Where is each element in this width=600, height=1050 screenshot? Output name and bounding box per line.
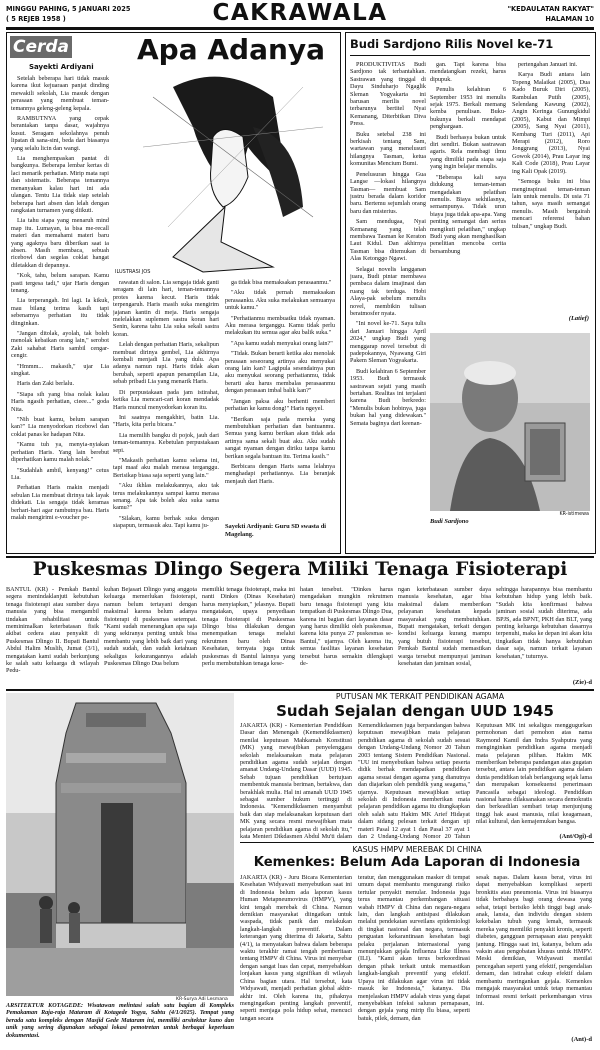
hmpv-signature: (Ant)-d — [571, 1036, 592, 1043]
cerda-col-2 — [113, 279, 219, 551]
paragraph: "Jangan ditolak, ayolah, tak boleh menolak kebaikan orang lain," serobot Zaki sahabat Haris sambil cengar-cengir. — [11, 330, 109, 360]
paragraph: Setelah beberapa hari tidak masuk karena ikut kejuaraan panjat dinding mewakili sekolah, Lia masuk dengan perasaan yang membuat teman-temannya geleng-geleng kepala. — [11, 75, 109, 112]
novel-col-1 — [350, 61, 426, 546]
paragraph: gan. Tapi karena bisa mendatangkan rezeki, harus dipupuk. — [430, 61, 506, 83]
hmpv-col: sesak napas. Dalam kasus berat, virus ini dapat menyebabkan komplikasi seperti bronkitis atau pneumonia. Virus ini biasanya tidak berbahaya bagi orang dewasa yang sehat, tetapi berisiko lebih tinggi bagi anak-anak, lansia, dan individu dengan sistem kekebalan tubuh yang lemah, termasuk mereka yang memiliki penyakit kronis, seperti diabetes, gangguan pernapasan atau penyakit jantung. Hingga saat ini, katanya, belum ada vaksin atau pengobatan khusus untuk HMPV. Meski demikian, Widyawati menilai pencegahan seperti yang efektif, pengendalian demam, dan istirahat cukup efektif dalam membantu meringankan gejala. Kemenkes mengajak masyarakat untuk tetap memantau informasi resmi terkait perkembangan virus ini. — [476, 874, 592, 1007]
paragraph: "Nih buat kamu, belum sarapan kan?" Lia menyodorkan ricebowl dan coklat panas ke hadapan Nita. — [11, 416, 109, 438]
mk-col: Kemendikdasmen juga berpandangan bahwa keputusan mewajibkan mata pelajaran pendidikan agama di sekolah sudah sesuai dengan Undang-Undang Nomor 20 Tahun 2003 tentang Sistem Pendidikan Nasional. "UU ini menyebutkan bahwa setiap peserta didik berhak mendapatkan pendidikan agama sesuai dengan agama yang dianutnya dan diajarkan oleh pendidik yang seagama," ujarnya. Keputusan mewajibkan setiap sekolah di Indonesia memberikan mata pelajaran pendidikan agama itu diungkapkan oleh salah satu Hakim MK Arief Hidayat dalam sidang pelesan terkait dengan uji materi Pasal 12 ayat 1 dan Pasal 37 ayat 1 dan 2 Undang-Undang Nomor 20 Tahun — [358, 722, 470, 840]
paragraph: pertengahan Januari ini. — [518, 61, 578, 68]
paragraph: Haris dan Zaki berlalu. — [17, 380, 75, 388]
puskesmas-col: hatan tersebut. "Dinkes harus mengadakan mungkin rekrutmen baru tenaga fisioterapi yang kita tempatkan di Puskesmas Dlingo Dua, karena ini bagian dari layanan dasar yang harus dimiliki oleh puskesmas, karena kita punya 27 puskesmas se-Bantul," ujarnya. Oleh karena itu, semua fasilitas layanan kesehatan tersebut harus semakin dilengkapi de- — [300, 586, 393, 668]
paragraph: Sam mendugaa, Nyai Kemanang yang telah membawa Tasman ke Keraton Laut Kidul. Dan akhirnya Tasman bisa ditemukan di Alas Ketonggo Ngawi. — [350, 218, 426, 263]
mk-headline: Sudah Sejalan dengan UUD 1945 — [276, 702, 554, 720]
paragraph: Penelusuran hingga Gua Langse —lokasi hilangnya Tasman— membuat Sam justru berada dalam koridor baru. Bertemu sejumlah orang baru dan misterius. — [350, 170, 426, 215]
paragraph: "Hmmm... makasih," ujar Lia singkat. — [11, 362, 109, 378]
puskesmas-col: ngan keterbatasan sumber daya manusia kesehatan, agar bisa maksimal dalam memberikan pelayanan kesehatan kepada masyarakat yang membutuhkan. Bupati mengatakan, terkait dengan kondisi keluarga kurang mampu yang butuh fisioterapi tersebut, Pemkab Bantul sudah memastikan warga tersebut mempunyai jaminan kesehatan dan jaminan sosial, — [398, 586, 491, 668]
novel-col-3 — [512, 61, 590, 306]
photo2-caption: ARSITEKTUR KOTAGEDE: Wisatawan melintasi salah satu bagian di Kompleks Pemakaman Raja-raja Mataram di Kotagede Yogya, Sabtu (4/1/2025). Tempat yang berada satu kompleks dengan Masjid Gede Mataram ini, memiliki arsitektur kuno dan unik yang sering digunakan sebagai lokasi pemotretan untuk berbagai keperluan dokumentasi. — [6, 1003, 234, 1039]
cerda-title: Apa Adanya — [137, 33, 326, 66]
author-photo — [430, 333, 590, 511]
section-rule — [6, 689, 594, 691]
puskesmas-col: kuhan Bejasari Dlingo yang anggota keluarga memerlukan fisioterapi, namun belum tertayani dengan maksimal karena belum adanya fisioterapi di puskesmas setempat. "Kami sudah menerangkan apa saja yang sekiranya penting untuk bisa membantu yang lebih baik dari yang sudah sudah, dan sudah ketahuan sekaligus kekurangannya adalah Puskesmas Dlingo Dua belum — [104, 586, 197, 668]
mk-kicker: PUTUSAN MK TERKAIT PENDIDIKAN AGAMA — [335, 692, 505, 701]
paragraph: RAMBUTNYA yang cepak berantakan tanpa dasar, wajahnya kusut. Seragam sekolahnya penuh lipatan di sana-sini, beda dari biasanya yang selalu licin dan wangi. — [11, 115, 109, 152]
paragraph: "Makasih perhatian kamu selama ini, tapi maaf aku malah merasa terganggu. Berisikap biasa saja seperti yang lain." — [113, 456, 219, 479]
paragraph: Ini saatnya mengakhiri, batin Lia. "Haris, kita perlu bicara." — [113, 413, 219, 429]
novel-col-2 — [430, 61, 506, 351]
paragraph: "Jangan paksa aku berhenti memberi perhatian ke kamu dong!" Haris ngeyel. — [225, 397, 335, 413]
issue-date: MINGGU PAHING, 5 JANUARI 2025 — [6, 5, 131, 13]
cerda-label: Cerda — [10, 36, 72, 58]
cerda-bio: Sayekti Ardiyani: Guru SD swasta di Magelang. — [225, 523, 327, 538]
paragraph: "Tidak. Bukan berarti ketika aku menolak perasaan seseorang artinya aku menyukai orang lain kan? Lagipula sesendainya pun aku menyukai seorang perhatianmu, tidak berarti aku harus membalas perasaanmu dengan perasaan imbal balik kan?" — [225, 350, 335, 395]
novel-title: Budi Sardjono Rilis Novel ke-71 — [350, 37, 554, 51]
paragraph: rawatan di salon. Lia sengaja tidak ganti seragam di lain hari, teman-temannya protes karena kecut. Haris tidak terpengaruh. Haris masih suka mengirim jajanan kantin di meja. Haris sengaja melelakkan suplemen sastra koran hari Senin, karena tahu Lia suka sekali sastra koran. — [113, 279, 219, 338]
paragraph: "Sudahlah ambil, kenyang!" cetus Lia. — [11, 466, 109, 481]
hmpv-kicker: KASUS HMPV MEREBAK DI CHINA — [352, 845, 482, 854]
puskesmas-col: sehingga harapannya bisa membantu kebutuhan hidup yang lebih baik. "Sudah kita konfirmasi bahwa jaminan sosial sudah diterima, ada BPJS, ada BPNT, PKH dan BLT, yang penting keluarga kebutuhan dasarnya terpenuhi, maka ke depan ini akan kita tingkatkan tidak hanya kebutuhan dasar saja, namun terkait layanan kesehatan," tuturnya. — [496, 586, 592, 660]
paragraph: "Siapa sih yang bisa nolak kalau Haris ngasih perhatian, cieee..." goda Nita. — [11, 390, 109, 413]
paragraph: "Aku tidak pernah memaksakan perasaanku. Aku suka melakukan semuanya untuk kamu." — [225, 289, 335, 312]
page-number: HALAMAN 10 — [545, 15, 594, 23]
illustrator-credit: ILUSTRASI JOS — [115, 269, 151, 275]
paragraph: "Ini novel ke-71. Saya tulis dari Januari hingga April 2024," ungkap Budi yang menggarap novel tersebut di padepokannya, Nyawang Giri Pakem Sleman Yogyakarta. — [350, 320, 426, 365]
paragraph: ga tidak bisa memaksakan perasaanmu." — [231, 279, 332, 286]
paragraph: Lelah dengan perhatian Haris, sekalipun membuat dirinya gembel, Lia akhirnya kembali menjadi Lia yang dulu. Apa adanya namun rapi. Haris tidak akan berubah, seperti apapun penampilan Lia, sebab pribadi Lia yang menarik Haris. — [113, 341, 219, 386]
masthead-title: CAKRAWALA — [212, 0, 388, 26]
hmpv-col: teratur, dan menggunakan masker di tempat umum dapat membantu mengurangi risiko tertular penyakit menular. Indonesia juga terus memantau perkembangan situasi wabah HMPV di China dan negara-negara lain, dan langkah antisipasi dilakukan melalui pendekatan surveilans epidemiologi di tingkat nasional dan negara, termasuk penguatan kekarantinaan kesehatan bagi pelaku perjalanan internasional yang menunjukkan gejala Influenza Like Illness (ILI). "Kami akan terus berkoordinasi dengan pihak terkait untuk memastikan langkah-langkah preventif yang efektif. Upaya ini dilakukan agar virus ini tidak masuk ke Indonesia," katanya. Dia menjelaskan HMPV adalah virus yang dapat menyebabkan infeksi saluran pernapasan, dengan gejala yang mirip flu biasa, seperti batuk, pilek, demam, dan — [358, 874, 470, 1022]
novel-section — [345, 32, 596, 554]
hmpv-col: JAKARTA (KR) - Juru Bicara Kementerian Kesehatan Widyawati menyebutkan saat ini di Indonesia belum ada laporan kasus Human Metapneumovirus (HMPV), yang kini tengah merebak di China. Namun demikian masyarakat diingatkan untuk waspada, tidak panik dan melakukan langkah-langkah preventif. Dalam keterangan yang diterima di Jakarta, Sabtu (4/1), ia menyatakan bahwa dalam beberapa waktu terakhir ramai tengah pemberitaan tentang HMPV di China. Virus ini menyebar dengan sangat luas dan cepat, menyebabkan lonjakan kasus yang signifikan di wilayah China bagian utara. Hal tersebut, kata Widyawati, menjadi perhatian global akhir-akhir ini. Oleh karena itu, pihaknya mengingatkan penting langkah preventif, seperti menjaga pola hidup sehat, mencuci tangan secara — [240, 874, 352, 1022]
photo-caption: Budi Sardjono — [430, 518, 469, 525]
kotagede-photo — [6, 693, 234, 996]
mk-col: Keputusan MK ini sekaligus menggugurkan permohonan dari pemohon atas nama Raymond Kamil dan Indra Syahputra yang menginginkan pendidikan agama menjadi mata pelajaran pilihan. Hakim MK memberikan beberapa pandangan atas gugatan tersebut, antara lain pendidikan agama dalam dunia pendidikan telah berlangsung sejak lama dan merupakan konsekuensi penerimaan Pancasila sebagai ideologi. Pendidikan nasional harus dilaksanakan secara demokratis dan berkeadilan sembari tetap menjunjung tinggi hak asasi manusia, nilai keagamaan, nilai kultural, dan kemajemukan bangsa. — [476, 722, 592, 826]
paragraph: Selagai novelis langganan juara, Budi pintar membawa pembaca dalam imajinasi dan ruang tak terduga. Hobi Alaya-pak sebelum menulis novel, membikin tulisan beratmosfer nyata. — [350, 265, 426, 317]
photo-credit: KR-istimewa — [559, 512, 589, 517]
masthead-tagline: "KEDAULATAN RAKYAT" — [507, 5, 594, 13]
mk-signature: (Ant/Ogi)-d — [559, 833, 592, 840]
paragraph: PRODUKTIVITAS Budi Sardjono tak terbantahkan. Sastrawan yang tinggal di Dayu Sinduharjo Ngaglik Sleman Yogyakarta ini barusan merilis novel terbarunya bertitel Nyai Kemanang, Diterbitkan Diva Press. — [350, 61, 426, 128]
cerda-illustration — [113, 67, 335, 275]
paragraph: "Silakan, kamu berhak suka dengan siapapun, termasuk aku. Tapi kamu ju- — [113, 514, 219, 530]
paragraph: Lia menghempaskan pantat di bangkunya. Beberapa lembar kertas di laci menarik perhatian. Mirip mata rapi dan sistematis. Beberapa temannya menanyakan kalau hari ini ada ulangan. Tentu Lia tidak siap setelah beberapa hari absen dan lelah dengan rangkaian turnamen yang diikuti. — [11, 155, 109, 214]
paragraph: "Semoga buku ini bisa menginspirasi teman-teman lain untuk menulis. Di usia 71 tahun, saya masih semangat menulis. Masih bergairah mencari referensi bahan tulisan," ungkap Budi. — [512, 178, 590, 230]
hijri-date: ( 5 REJEB 1958 ) — [6, 15, 66, 23]
puskesmas-headline: Puskesmas Dlingo Segera Miliki Tenaga Fisioterapi — [32, 559, 568, 580]
paragraph: Di perpustakaan pada jam istirahat, ketika Lia mencari-cari koran mendadak Haris muncul menyodorkan koran itu. — [113, 388, 219, 411]
mk-col: JAKARTA (KR) - Kementerian Pendidikan Dasar dan Menengah (Kemendikdasmen) menilai keputusan Mahkamah Konstitusi (MK) yang mewajibkan penyelenggara sekolah melaksanakan mata pelajaran pendidikan agama sudah sejalan dengan amanat Undang-Undang Dasar (UUD) 1945. Sebab tujuan pendidikan bertujuan membentuk manusia beriman, bertakwa, dan berakhlak mulia. Hal ini amanah UUD 1945 sebagai sumber hukum tertinggi di Indonesia. "Kemendikdasmen menyambut baik dan siap melaksanakan keputusan dari MK yang secara resmi mewajibkan mata pelajaran pendidikan agama di sekolah itu," kata Menteri Dikdasmen Abdul Mu'ti dalam — [240, 722, 352, 840]
novel-signature: (Latief) — [568, 315, 589, 322]
cerda-col-1 — [11, 75, 109, 555]
cerda-author: Sayekti Ardiyani — [29, 63, 94, 71]
hmpv-headline: Kemenkes: Belum Ada Laporan di Indonesia — [253, 855, 581, 870]
puskesmas-col: BANTUL (KR) - Pemkab Bantul segera menindaklanjuti kebutuhan tenaga fisioterapi atau sumber daya manusia yang bisa mengambil tindakan rehabilitasi untuk meminimalkan keterbatasan fisik akibat cedera atau penyakit di Puskesmas Dlingo II. Bupati Bantul Abdul Halim Muslih, Jumat (3/1), mengatakan kami sudah berkunjung ke salah satu keluarga di wilayah Pedu- — [6, 586, 99, 675]
puskesmas-signature: (Zie)-d — [572, 679, 592, 686]
paragraph: "Aku ikhlas melakukannya, aku tak terus melakukannya sampai kamu merasa senang. Apa tak boleh aku suka sama kamu?" — [113, 482, 219, 512]
novel-title-rule — [350, 55, 590, 56]
paragraph: Karya Budi antara lain Topeng Malaikat (2005), Dua Kado Buruk Diri (2005), Rambulan Putih (2005), Selendang Kawung (2002), Angin Keringa Gunungkidul (2005), Kabut dan Mimpi (2005), Sang Nyai (2011), Kembang Turi (2011), Api Merapi (2012), Roro Jonggrang (2013), Nyai Gowok (2014), Prau Layar ing Kali Code (2018), Prau Layar ing Kali Opak (2019). — [512, 71, 590, 175]
paragraph: Lia memilih bangku di pojok, jauh dari teman-temannya. Kebetulan perpustakaan sepi. — [113, 431, 219, 454]
photo2-credit: KR-Surya Adi Lesmana — [176, 997, 228, 1002]
paragraph: "Kok, tahu, belum sarapan. Kamu pasti tergesa tadi," ujar Haris dengan tenang. — [11, 272, 109, 294]
paragraph: Penulis kelahiran 6 September 1953 ini menulis sejak 1975. Berkali memang kemba penulisan. Buku-bukunya berkali mendapat penghargaan. — [430, 86, 506, 131]
cerda-col-3 — [225, 279, 335, 519]
paragraph: Lia terperangah. Ini lagi. Ia kikuk, mau bilang terima kasih tapi sebenarnya perhatian itu tidak diinginkan. — [11, 297, 109, 327]
paragraph: "Perhatianmu membuatku tidak nyaman. Aku merasa terganggu. Kamu tidak perlu melakukan itu semua agar aku balik suka." — [225, 314, 335, 337]
paragraph: "Berikan saja pada mereka yang membutuhkan perhatian dan bantuanmu. Semua yang kamu berikan akan tidak ada artinya sama sekali buat aku. Aku sudah sangat nyaman dengan diriku tanpa kamu berikan segala bantuan itu. Terima kasih." — [225, 415, 335, 460]
paragraph: Budi berhasya bukan untuk diri sendiri. Bukan sastrawan agaris. Rela membagi ilmu yang dimiliki pada siapa saja yang ingin belajar menulis. — [430, 133, 506, 171]
masthead-rule — [6, 27, 594, 30]
paragraph: "Beberapa kali saya didukung teman-teman mengadakan pelatihan menulis. Biaya sekhilasnya, semampunya. Tidak urun biaya juga tidak apa-apa. Yang penting semangat dan serius mengikuti pelatihan," ungkap Budi yang akan menghasilkan penelitian mencoba cerita bersambung — [430, 173, 506, 255]
section-rule — [6, 556, 594, 558]
section-rule — [240, 842, 594, 843]
paragraph: Buku setebal 238 ini berkisah tentang Sam, wartawan yang menelusuri hilangnya Tasman, ketua komunitas Mencium Bumi. — [350, 130, 426, 168]
puskesmas-col: memiliki tenaga fisioterapi, maka ini nanti Dinkes (Dinas Kesehatan) harus menyiapkan," jelasnya. Bupati mengatakan, upaya penyediaan tenaga fisioterapi di Puskesmas Dlingo bisa dilakukan dengan menempatkan tenaga melalui rekrutmen baru oleh Dinas Kesehatan, ternyata juga untuk puskesmas di Bantul lainnya yang perlu membutuhkan tenaga kese- — [202, 586, 295, 668]
paragraph: Berbicara dengan Haris sama lelahnya menghadapi perhatiannya. Lia beranjak menjauh dari Haris. — [225, 462, 335, 485]
paragraph: "Apa kamu sudah menyukai orang lain?" — [231, 339, 333, 347]
paragraph: Perhatian Haris makin menjadi sebulan Lia membuat dirinya tak layak didekati. Lia sengaja tidak keramas berhari-hari agar rambutnya bau. Haris malah mengirimi e-voucher pe- — [11, 484, 109, 521]
paragraph: Lia tahu siapa yang menaruh mind map itu. Lumayan, ia bisa me-recall materi dan memahami materi baru yang agaknya baru diberikan saat ia absen. Masih membaca, sebuah ricebowl dan segelas coklat hangat diletakkan di depannya. — [11, 217, 109, 269]
paragraph: "Kamu tuh ya, menyia-nyiakan perhatian Haris. Yang lain berebut diperhatikan kamu malah nolak." — [11, 441, 109, 464]
paragraph: Budi kelahiran 6 September 1953. Budi termasuk sastrawan sejati yang masih bertahan. Realitas ini terjalani karena Budi berkredo: "Menulis bukan hobinya, juga bukan hal yang didewakan." Semata baginya dari keenan- — [350, 367, 426, 427]
cerda-section — [6, 32, 341, 554]
